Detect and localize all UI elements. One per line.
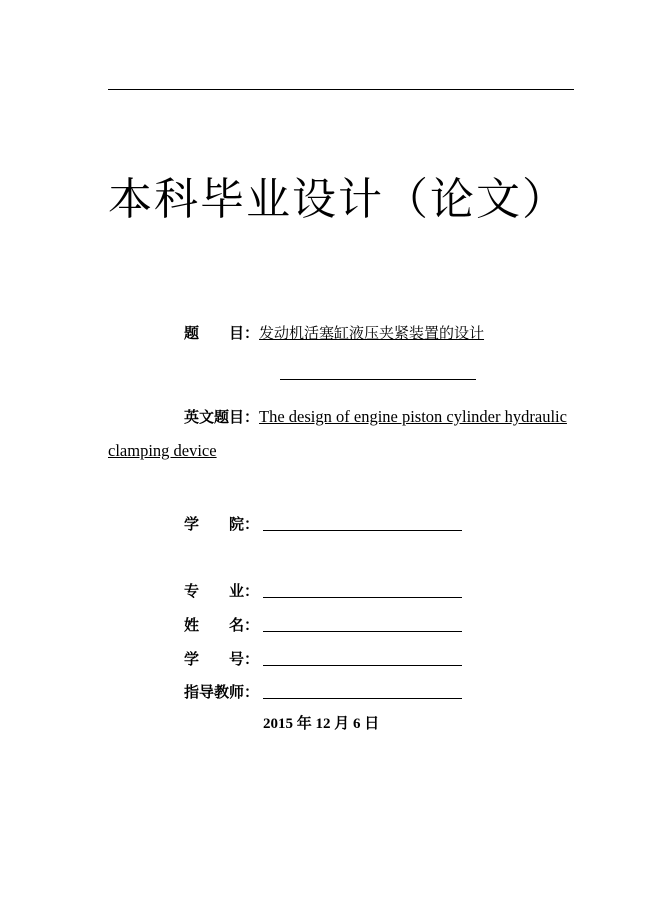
- topic-value: 发动机活塞缸液压夹紧装置的设计: [259, 324, 485, 342]
- topic-label: 题 目：: [184, 324, 260, 342]
- advisor-row: [184, 681, 259, 703]
- major-input-line: [263, 597, 462, 598]
- topic-row: [184, 322, 484, 344]
- topic-continuation-line: [280, 379, 476, 380]
- name-input-line: [263, 631, 462, 632]
- advisor-label: 指导教师：: [184, 683, 260, 701]
- english-topic-label: 英文题目：: [184, 408, 260, 426]
- document-title: 本科毕业设计（论文）: [108, 174, 568, 225]
- college-label: 学 院：: [184, 515, 260, 533]
- english-topic-row: [184, 406, 567, 428]
- date: 2015 年 12 月 6 日: [263, 716, 380, 732]
- name-label: 姓 名：: [184, 616, 260, 634]
- advisor-input-line: [263, 698, 462, 699]
- college-input-line: [263, 530, 462, 531]
- english-topic-value-line1: The design of engine piston cylinder hydraulic: [259, 407, 567, 426]
- english-topic-value-line2: clamping device: [108, 441, 217, 460]
- header-rule: [108, 89, 574, 90]
- college-row: [184, 513, 259, 535]
- major-label: 专 业：: [184, 582, 260, 600]
- student-id-row: [184, 648, 259, 670]
- student-id-label: 学 号：: [184, 650, 260, 668]
- student-id-input-line: [263, 665, 462, 666]
- major-row: [184, 580, 259, 602]
- english-topic-row-2: [108, 440, 217, 462]
- name-row: [184, 614, 259, 636]
